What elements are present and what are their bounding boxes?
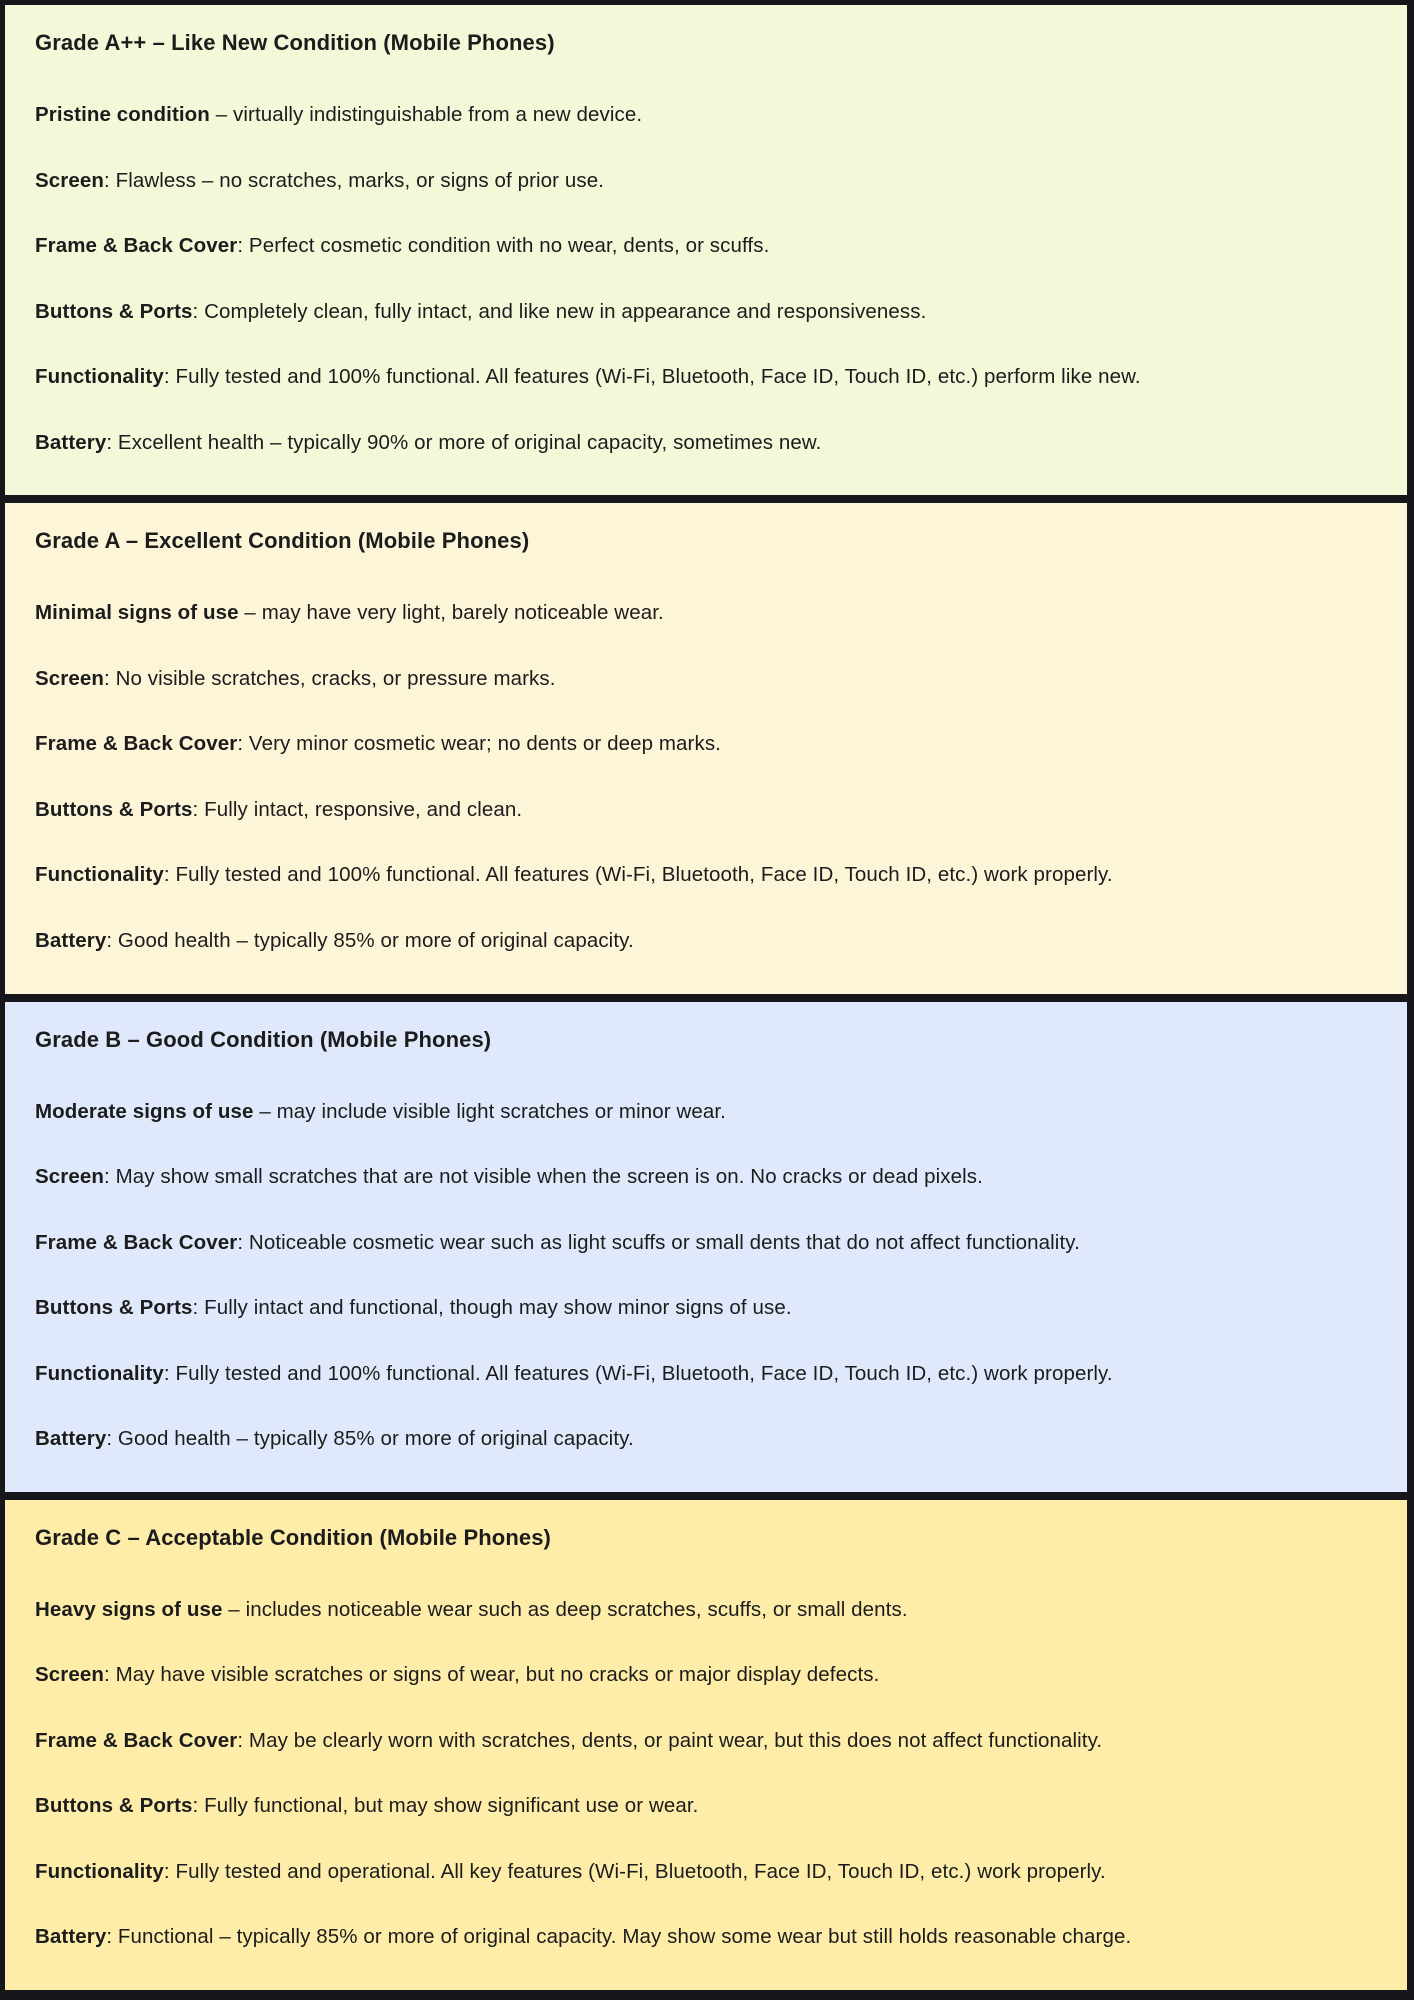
condition-summary-line: Minimal signs of use – may have very light, barely noticeable wear.: [35, 601, 664, 625]
frame-back-cover-line: Frame & Back Cover: Noticeable cosmetic wear such as light scuffs or small dents that do not affect functionality.: [35, 1230, 1080, 1254]
grade-a-plus-plus-card: [5, 5, 1407, 495]
functionality-line: Functionality: Fully tested and 100% functional. All features (Wi-Fi, Bluetooth, Face ID, Touch ID, etc.) perform like new.: [35, 365, 1141, 389]
screen-line: Screen: Flawless – no scratches, marks, or signs of prior use.: [35, 168, 605, 192]
battery-line: Battery: Functional – typically 85% or more of original capacity. May show some wear but still holds reasonable charge.: [35, 1925, 1132, 1949]
grade-c-card: [5, 1500, 1407, 1990]
functionality-line: Functionality: Fully tested and 100% functional. All features (Wi-Fi, Bluetooth, Face ID, Touch ID, etc.) work properly.: [35, 1361, 1113, 1385]
buttons-ports-line: Buttons & Ports: Completely clean, fully intact, and like new in appearance and responsiveness.: [35, 299, 927, 323]
frame-back-cover-line: Frame & Back Cover: Perfect cosmetic condition with no wear, dents, or scuffs.: [35, 234, 770, 258]
grade-card-title: Grade A++ – Like New Condition (Mobile Phones): [35, 30, 555, 55]
grade-card-title: Grade A – Excellent Condition (Mobile Phones): [35, 528, 530, 554]
buttons-ports-line: Buttons & Ports: Fully intact, responsive, and clean.: [35, 797, 523, 821]
grade-card-title: Grade C – Acceptable Condition (Mobile Phones): [35, 1524, 551, 1550]
battery-line: Battery: Good health – typically 85% or more of original capacity.: [35, 1427, 634, 1451]
frame-back-cover-line: Frame & Back Cover: Very minor cosmetic wear; no dents or deep marks.: [35, 732, 721, 756]
buttons-ports-line: Buttons & Ports: Fully intact and functional, though may show minor signs of use.: [35, 1296, 792, 1320]
frame-back-cover-line: Frame & Back Cover: May be clearly worn with scratches, dents, or paint wear, but this does not affect functionality.: [35, 1728, 1103, 1752]
condition-summary-line: Pristine condition – virtually indistinguishable from a new device.: [35, 103, 643, 127]
screen-line: Screen: May show small scratches that are not visible when the screen is on. No cracks or dead pixels.: [35, 1165, 983, 1189]
condition-summary-line: Moderate signs of use – may include visible light scratches or minor wear.: [35, 1099, 726, 1123]
battery-line: Battery: Excellent health – typically 90% or more of original capacity, sometimes new.: [35, 430, 822, 454]
screen-line: Screen: No visible scratches, cracks, or pressure marks.: [35, 666, 556, 690]
condition-summary-line: Heavy signs of use – includes noticeable wear such as deep scratches, scuffs, or small dents.: [35, 1597, 908, 1621]
screen-line: Screen: May have visible scratches or signs of wear, but no cracks or major display defects.: [35, 1663, 880, 1687]
functionality-line: Functionality: Fully tested and 100% functional. All features (Wi-Fi, Bluetooth, Face ID, Touch ID, etc.) work properly.: [35, 863, 1113, 887]
buttons-ports-line: Buttons & Ports: Fully functional, but may show significant use or wear.: [35, 1794, 699, 1818]
grade-a-card: [5, 503, 1407, 993]
battery-line: Battery: Good health – typically 85% or more of original capacity.: [35, 928, 634, 952]
grade-card-title: Grade B – Good Condition (Mobile Phones): [35, 1026, 492, 1052]
grade-b-card: [5, 1002, 1407, 1492]
functionality-line: Functionality: Fully tested and operational. All key features (Wi-Fi, Bluetooth, Face ID, Touch ID, etc.) work properly.: [35, 1859, 1106, 1883]
